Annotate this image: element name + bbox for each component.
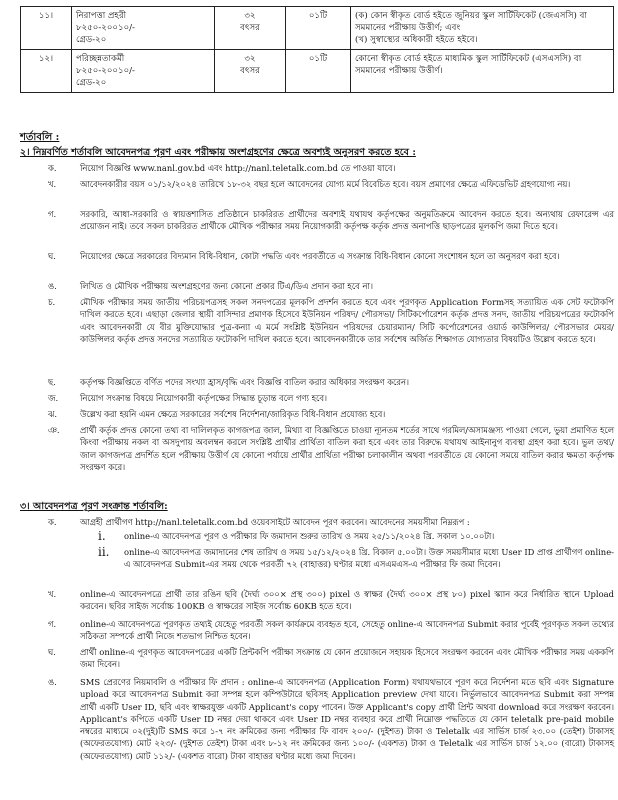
- item-marker: ঘ.: [48, 251, 56, 261]
- qualification-line: (খ) সুস্বাস্থ্যের অধিকারী হইতে হইবে।: [355, 35, 478, 45]
- age-value: ৩২: [244, 11, 256, 21]
- item-marker: ঞ.: [48, 425, 60, 435]
- age-unit: বৎসর: [240, 23, 260, 33]
- item-marker: খ.: [48, 589, 57, 599]
- sub-item-marker: i.: [98, 529, 106, 543]
- serial-cell: ১১।: [21, 7, 72, 50]
- age-cell: [215, 50, 286, 93]
- qualification-cell: [351, 50, 614, 93]
- section-2-title: ২। নিম্নবর্ণিত শর্তাবলি আবেদনপত্র পূরণ এবং পরীক্ষায় অংশগ্রহণের ক্ষেত্রে অবশ্যই অনুসরণ করতে হবে :: [20, 147, 416, 158]
- item-marker: ছ.: [48, 377, 56, 387]
- grade: গ্রেড-২০: [76, 35, 107, 45]
- item-text: মৌখিক পরীক্ষার সময় জাতীয় পরিচয়পত্রসহ সকল সনদপত্রের মূলকপি প্রদর্শন করতে হবে এবং পূরণকৃত Application Formসহ সত্যায়িত এক সেট ফটোকপি দাখিল করতে হবে। এছাড়া জেলার স্থায়ী বাসিন্দার প্রমাণক হিসেবে ইউনিয়ন পরিষদ/ পৌরসভা/ সিটিকর্পোরেশন কর্তৃক প্রদত্ত সনদ, জাতীয় পরিচয়পত্রের ফটোকপি এবং আবেদনকারী যে বীর মুক্তিযোদ্ধার পুত্র-কন্যা এ মর্মে সংশ্লিষ্ট ইউনিয়ন পরিষদের চেয়ারম্যান/ সিটি কর্পোরেশনের ওয়ার্ড কাউন্সিলর/ পৌরসভার মেয়র/ কাউন্সিলর কর্তৃক প্রদত্ত সনদের সত্যায়িত ফটোকপি দাখিল করতে হবে। আবেদনকারীকে তার সর্বশেষ অর্জিত শিক্ষাগত যোগ্যতার বিষয়টিও উল্লেখ করতে হবে।: [80, 297, 614, 344]
- qualification-cell: [351, 7, 614, 50]
- section-3-title: ৩। আবেদনপত্র পূরণ সংক্রান্ত শর্তাবলি:: [20, 501, 168, 512]
- item-marker: ক.: [48, 163, 57, 173]
- age-unit: বৎসর: [240, 66, 260, 76]
- post-cell: [72, 7, 215, 50]
- item-marker: ঙ.: [48, 677, 57, 687]
- item-marker: চ.: [48, 297, 56, 307]
- pay-scale: ৮২৫০-২০০১০/-: [76, 23, 135, 33]
- qualification-line: (ক) কোন স্বীকৃত বোর্ড হইতে জুনিয়র স্কুল সার্টিফিকেট (জেএসসি) বা সমমানের পরীক্ষায় উত্তীর্ণ; এবং: [355, 11, 587, 33]
- item-marker: গ.: [48, 619, 57, 629]
- item-text: online-এ আবেদনপত্রে প্রার্থী তার রঙিন ছবি (দৈর্ঘ্য ৩০০× প্রস্থ ৩০০) pixel ও স্বাক্ষর (দৈর্ঘ্য ৩০০× প্রস্থ ৮০) pixel স্ক্যান করে নির্ধারিত স্থানে Upload করবেন। ছবির সাইজ সর্বোচ্চ 100KB ও স্বাক্ষরের সাইজ সর্বোচ্চ 60KB হতে হবে।: [80, 589, 614, 612]
- list-item: [20, 376, 614, 388]
- post-name: নিরাপত্তা প্রহরী: [76, 11, 127, 21]
- item-text: আবেদনকারীর বয়স ০১/১২/২০২৪ তারিখে ১৮-৩২ বছর হলে আবেদনের যোগ্য মর্মে বিবেচিত হবে। বয়স প্রমাণের ক্ষেত্রে এফিডেভিট গ্রহণযোগ্য নয়।: [80, 179, 571, 189]
- grade: গ্রেড-২০: [76, 78, 107, 88]
- age-value: ৩২: [244, 54, 256, 64]
- item-text: লিখিত ও মৌখিক পরীক্ষায় অংশগ্রহণের জন্য কোনো প্রকার টিএ/ডিএ প্রদান করা হবে না।: [80, 281, 373, 291]
- item-text: কর্তৃপক্ষ বিজ্ঞপ্তিতে বর্ণিত পদের সংখ্যা হ্রাস/বৃদ্ধি এবং বিজ্ঞপ্তি বাতিল করার অধিকার সংরক্ষণ করেন।: [80, 377, 410, 387]
- posts-table: [20, 6, 614, 93]
- item-text: নিয়োগ সংক্রান্ত বিষয়ে নিয়োগকারী কর্তৃপক্ষের সিদ্ধান্ত চূড়ান্ত বলে গণ্য হবে।: [80, 393, 328, 403]
- item-text: online-এ আবেদনপত্রে পূরণকৃত তথ্যই যেহেতু পরবর্তী সকল কার্যক্রমে ব্যবহৃত হবে, সেহেতু online-এ আবেদনপত্র Submit করার পূর্বেই পূরণকৃত সকল তথ্যের সঠিকতা সম্পর্কে প্রার্থী নিজে শতভাগ নিশ্চিত হবেন।: [80, 619, 614, 642]
- item-text: নিয়োগ বিজ্ঞপ্তি www.nanl.gov.bd এবং http://nanl.teletalk.com.bd তে পাওয়া যাবে।: [80, 163, 396, 173]
- item-marker: ঙ.: [48, 281, 57, 291]
- serial-cell: ১২।: [21, 50, 72, 93]
- item-text: প্রার্থী online-এ পূরণকৃত আবেদনপত্রের একটি প্রিন্টকপি পরীক্ষা সংক্রান্ত যে কোন প্রয়োজনে সহায়ক হিসেবে সংরক্ষণ করবেন এবং মৌখিক পরীক্ষার সময় এককপি জমা দিবেন।: [80, 647, 614, 670]
- table-row: [21, 50, 614, 93]
- list-item: [20, 516, 614, 528]
- list-item: [20, 392, 614, 404]
- list-item: [20, 296, 614, 345]
- item-text: নিয়োগের ক্ষেত্রে সরকারের বিদ্যমান বিধি-বিধান, কোটা পদ্ধতি এবং পরবর্তীতে এ সংক্রান্ত বিধি-বিধান কোনো সংশোধন হলে তা অনুসরণ করা হবে।: [80, 251, 560, 261]
- list-item: [20, 646, 614, 671]
- sub-item-marker: ii.: [98, 545, 110, 559]
- item-text: সরকারি, আধা-সরকারি ও স্বায়ত্তশাসিত প্রতিষ্ঠানে চাকরিরত প্রার্থীদের অবশ্যই যথাযথ কর্তৃপক্ষের অনুমতিক্রমে আবেদন করতে হবে। অন্যথায় রেফারেন্স এর প্রয়োজন নাই। তবে সকল চাকরিরত প্রার্থীকে মৌখিক পরীক্ষার সময় নিয়োগকারী কর্তৃপক্ষ কর্তৃক প্রদত্ত অনাপত্তি ছাড়পত্রের মূলকপি জমা দিতে হবে।: [80, 209, 614, 232]
- item-text: উল্লেখ করা হয়নি এমন ক্ষেত্রে সরকারের সর্বশেষ নির্দেশনা/জারিকৃত বিধি-বিধান প্রযোজ্য হবে।: [80, 409, 386, 419]
- sub-item: [20, 530, 614, 542]
- list-item: [20, 588, 614, 613]
- item-marker: খ.: [48, 179, 57, 189]
- quantity-cell: ০১টি: [286, 50, 351, 93]
- pay-scale: ৮২৫০-২০০১০/-: [76, 66, 135, 76]
- quantity-cell: ০১টি: [286, 7, 351, 50]
- item-marker: ক.: [48, 517, 57, 527]
- post-cell: [72, 50, 215, 93]
- list-item: [20, 280, 614, 292]
- item-marker: জ.: [48, 393, 59, 403]
- list-item: [20, 250, 614, 262]
- item-text: SMS প্রেরণের নিয়মাবলি ও পরীক্ষার ফি প্রদান : online-এ আবেদনপত্র (Application Form) যথাযথভাবে পূরণ করে নির্দেশনা মতে ছবি এবং Signature upload করে আবেদনপত্র Submit করা সম্পন্ন হলে কম্পিউটারে ছবিসহ Application preview দেখা যাবে। নির্ভুলভাবে আবেদনপত্র Submit করা সম্পন্ন প্রার্থী একটি User ID, ছবি এবং স্বাক্ষরযুক্ত একটি Applicant's copy পাবেন। উক্ত Applicant's copy প্রার্থী প্রিন্ট অথবা download করে সংরক্ষণ করবেন। Applicant's কপিতে একটি User ID নম্বর দেয়া থাকবে এবং User ID নম্বর ব্যবহার করে প্রার্থী নিম্নোক্ত পদ্ধতিতে যে কোন teletalk pre-paid mobile নম্বরের মাধ্যমে ০২(দুই)টি SMS করে ১-৭ নং ক্রমিকের জন্য পরীক্ষার ফি বাবদ ২০০/- (দুইশত) টাকা ও Teletalk এর সার্ভিস চার্জ ২৩.০০ (তেইশ) টাকাসহ (অফেরতযোগ্য) মোট ২২৩/- (দুইশত তেইশ) টাকা এবং ৮-১২ নং ক্রমিকের জন্য ১০০/- (একশত) টাকা ও Teletalk এর সার্ভিস চার্জ ১২.০০ (বারো) টাকাসহ (অফেরতযোগ্য) মোট ১১২/- (একশত বারো) টাকা বাহাত্তর ঘণ্টার মধ্যে জমা দিবেন।: [80, 677, 614, 761]
- qualification-line: কোনো স্বীকৃত বোর্ড হইতে মাধ্যমিক স্কুল সার্টিফিকেট (এসএসসি) বা সমমানের পরীক্ষায় উত্তীর্ণ।: [355, 54, 582, 76]
- list-item: [20, 676, 614, 762]
- list-item: [20, 618, 614, 643]
- item-marker: ঘ.: [48, 647, 56, 657]
- age-cell: [215, 7, 286, 50]
- list-item: [20, 162, 614, 174]
- list-item: [20, 178, 614, 190]
- item-text: আগ্রহী প্রার্থীগণ http://nanl.teletalk.com.bd ওয়েবসাইটে আবেদন পূরণ করবেন। আবেদনের সময়সীমা নিম্নরূপ :: [80, 517, 470, 527]
- sub-item-text: online-এ আবেদনপত্র জমাদানের শেষ তারিখ ও সময় ১৫/১২/২০২৪ খ্রি. বিকাল ৫.০০টা। উক্ত সময়সীমার মধ্যে User ID প্রাপ্ত প্রার্থীগণ online-এ আবেদনপত্র Submit-এর সময় থেকে পরবর্তী ৭২ (বাহাত্তর) ঘণ্টার মধ্যে এসএমএস-এ পরীক্ষার ফি জমা দিবেন।: [124, 547, 614, 570]
- sub-item-text: online-এ আবেদনপত্র পূরণ ও পরীক্ষার ফি জমাদান শুরুর তারিখ ও সময় ২৫/১১/২০২৪ খ্রি. সকাল ১০.০০টা।: [124, 531, 495, 541]
- list-item: [20, 424, 614, 473]
- sub-item: [20, 546, 614, 571]
- list-item: [20, 208, 614, 233]
- item-marker: গ.: [48, 209, 57, 219]
- table-row: [21, 7, 614, 50]
- conditions-title: শর্তাবলি :: [20, 132, 60, 143]
- list-item: [20, 408, 614, 420]
- post-name: পরিচ্ছন্নতাকর্মী: [76, 54, 125, 64]
- item-text: প্রার্থী কর্তৃক প্রদত্ত কোনো তথ্য বা দালিলকৃত কাগজপত্র জাল, মিথ্যা বা বিজ্ঞপ্তিতে চাওয়া ন্যূনতম শর্তের সাথে গরমিল/অসামঞ্জস্য পাওয়া গেলে, ভুয়া প্রমাণিত হলে কিংবা পরীক্ষায় নকল বা অসদুপায় অবলম্বন করলে সংশ্লিষ্ট প্রার্থীর প্রার্থিতা বাতিল করা হবে এবং তার বিরুদ্ধে যথাযথ আইনানুগ ব্যবস্থা গ্রহণ করা হবে। ভুল তথ্য/জাল কাগজপত্র প্রদর্শিত হলে পরীক্ষায় উত্তীর্ণ যে কোনো পর্যায়ে প্রার্থীর প্রার্থিতা পরীক্ষা চলাকালীন অথবা পরবর্তীতে যে কোনো সময়ে বাতিল করার ক্ষমতা কর্তৃপক্ষ সংরক্ষণ করে।: [80, 425, 614, 472]
- item-marker: ঝ.: [48, 409, 58, 419]
